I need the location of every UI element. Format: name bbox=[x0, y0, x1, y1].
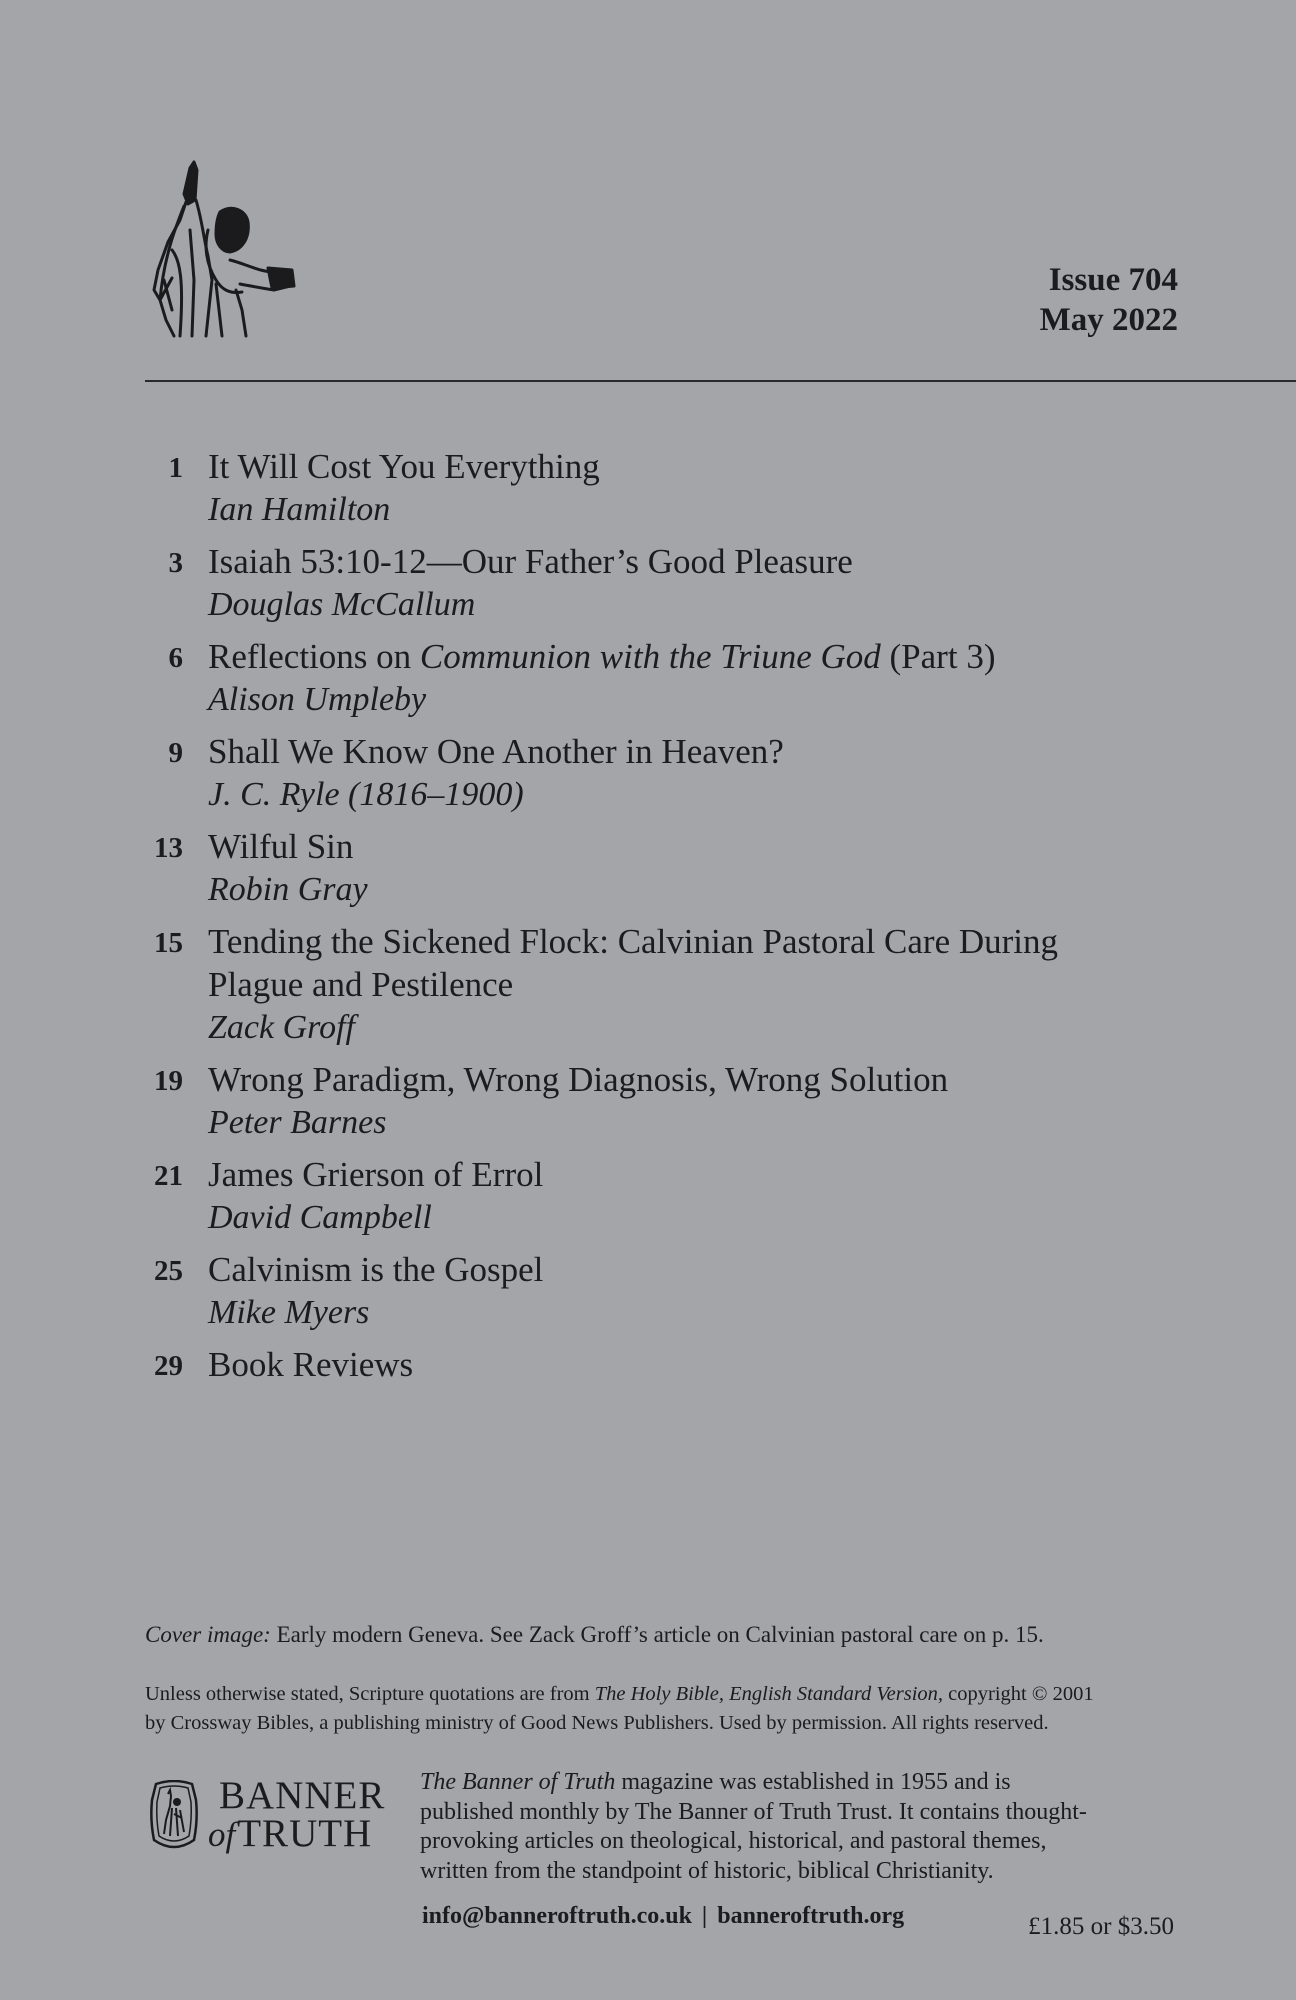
contents-entry bbox=[145, 1343, 1195, 1388]
contents-entry bbox=[145, 920, 1195, 1049]
article-title: Shall We Know One Another in Heaven? bbox=[208, 732, 784, 771]
price: £1.85 or $3.50 bbox=[1028, 1913, 1174, 1940]
page-number: 9 bbox=[168, 737, 183, 769]
page-number: 6 bbox=[168, 642, 183, 674]
article-author: Zack Groff bbox=[208, 1009, 356, 1046]
article-author: Peter Barnes bbox=[208, 1104, 387, 1141]
contents-entry bbox=[145, 540, 1195, 626]
contents-entry bbox=[145, 1153, 1195, 1239]
bible-version-title: The Holy Bible, English Standard Version, bbox=[594, 1683, 944, 1705]
banner-of-truth-figure-logo bbox=[150, 160, 298, 338]
magazine-description: The Banner of Truth magazine was established in 1955 and is published monthly by The Banner of Truth Trust. It contains thought- provoking articles on theological, historical, and pastoral themes, written from the standpoint of historic, biblical Christianity. bbox=[420, 1769, 1087, 1884]
banner-of-truth-logo bbox=[148, 1774, 400, 1855]
brand-banner-text: BANNER bbox=[219, 1774, 386, 1817]
contact-separator: | bbox=[701, 1903, 708, 1929]
article-author: Mike Myers bbox=[208, 1294, 370, 1331]
article-title: Tending the Sickened Flock: Calvinian Pastoral Care During bbox=[208, 922, 1059, 961]
article-title: Wrong Paradigm, Wrong Diagnosis, Wrong Solution bbox=[208, 1060, 949, 1099]
article-author: Ian Hamilton bbox=[208, 491, 391, 528]
article-author: J. C. Ryle (1816–1900) bbox=[208, 776, 524, 813]
page-number: 3 bbox=[168, 547, 183, 579]
scripture-copyright-note: Unless otherwise stated, Scripture quotations are from The Holy Bible, English Standard Version, copyright © 2001 by Crossway Bibles, a publishing ministry of Good News Publishers. Used by permission. All rights reserved. bbox=[145, 1683, 1094, 1734]
article-title: James Grierson of Errol bbox=[208, 1155, 544, 1194]
cover-note-text: Early modern Geneva. See Zack Groff’s article on Calvinian pastoral care on p. 15. bbox=[270, 1622, 1044, 1647]
contents-entry bbox=[145, 1248, 1195, 1334]
article-title: Wilful Sin bbox=[208, 827, 354, 866]
contents-entry bbox=[145, 1058, 1195, 1144]
header-divider bbox=[145, 380, 1296, 382]
article-title-continued: Plague and Pestilence bbox=[208, 965, 514, 1004]
page-number: 13 bbox=[154, 832, 183, 864]
article-title: Book Reviews bbox=[208, 1345, 414, 1384]
cover-image-note bbox=[145, 1620, 1195, 1650]
contents-entry bbox=[145, 635, 1195, 721]
table-of-contents bbox=[145, 445, 1195, 1397]
cover-note-label: Cover image: bbox=[145, 1622, 271, 1647]
brand-truth-text: ofTRUTH bbox=[208, 1812, 373, 1855]
contents-entry bbox=[145, 730, 1195, 816]
email-link[interactable]: info@banneroftruth.co.uk bbox=[422, 1903, 692, 1929]
article-author: Douglas McCallum bbox=[208, 586, 476, 623]
contents-entry bbox=[145, 445, 1195, 531]
page-number: 25 bbox=[154, 1255, 183, 1287]
page-number: 15 bbox=[154, 927, 183, 959]
article-title: Reflections on Communion with the Triune God (Part 3) bbox=[208, 637, 996, 676]
issue-date: May 2022 bbox=[1039, 302, 1178, 338]
magazine-name: The Banner of Truth bbox=[420, 1769, 616, 1795]
page-number: 21 bbox=[154, 1160, 183, 1192]
contact-info bbox=[422, 1903, 904, 1930]
article-title: Calvinism is the Gospel bbox=[208, 1250, 544, 1289]
page-number: 29 bbox=[154, 1350, 183, 1382]
page-number: 19 bbox=[154, 1065, 183, 1097]
article-author: David Campbell bbox=[208, 1199, 432, 1236]
contents-entry bbox=[145, 825, 1195, 911]
issue-info bbox=[1040, 260, 1178, 340]
figure-badge-icon bbox=[148, 1780, 200, 1852]
article-title: It Will Cost You Everything bbox=[208, 447, 600, 486]
website-link[interactable]: banneroftruth.org bbox=[717, 1903, 905, 1929]
article-title: Isaiah 53:10-12—Our Father’s Good Pleasure bbox=[208, 542, 853, 581]
page-number: 1 bbox=[168, 452, 183, 484]
article-author: Robin Gray bbox=[208, 871, 368, 908]
issue-number: Issue 704 bbox=[1048, 262, 1178, 298]
article-author: Alison Umpleby bbox=[208, 681, 427, 718]
book-title: Communion with the Triune God bbox=[419, 637, 881, 676]
